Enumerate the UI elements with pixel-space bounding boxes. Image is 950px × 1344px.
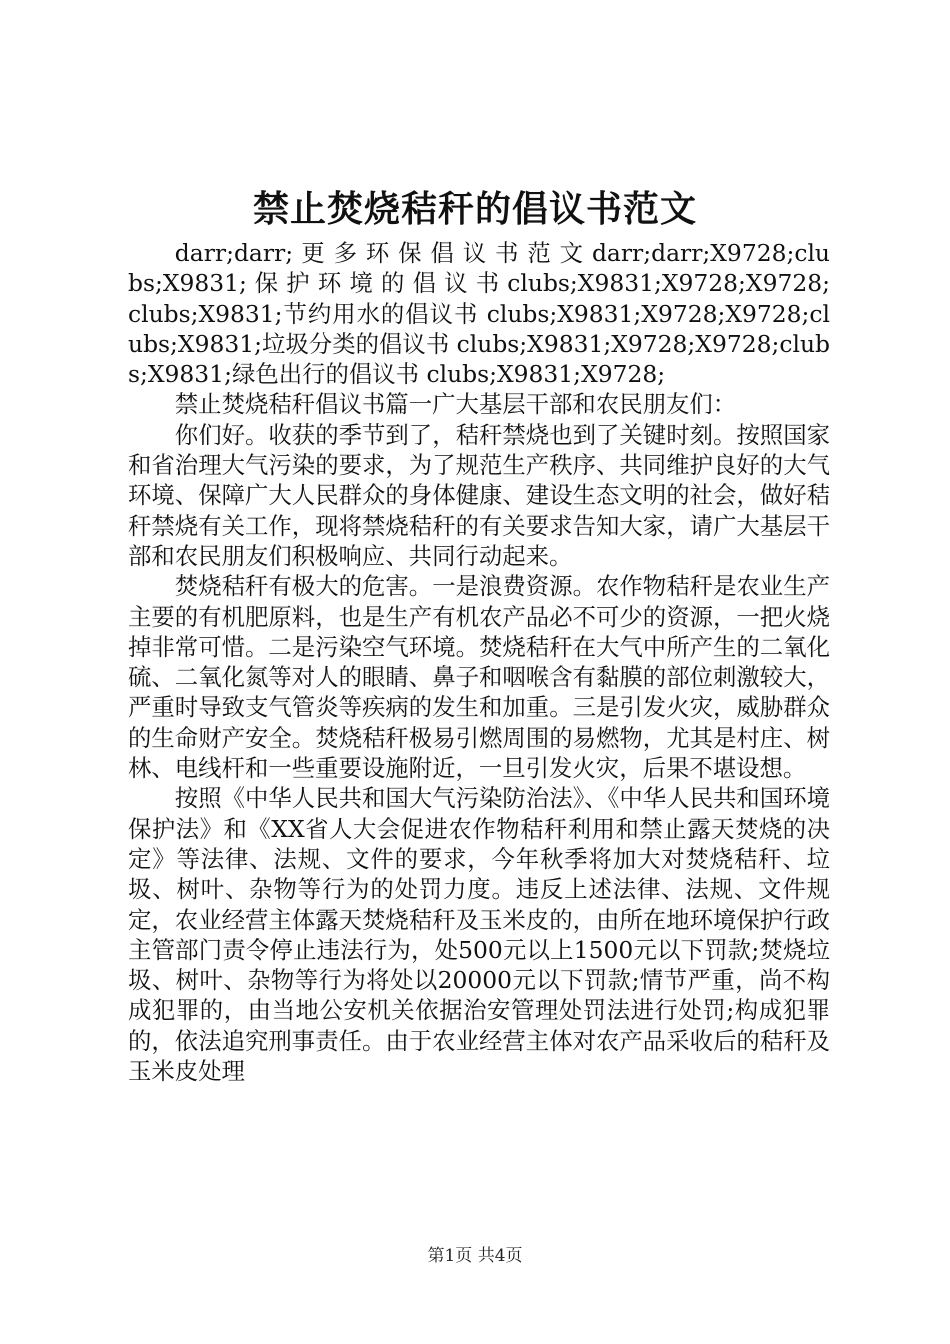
document-body [128, 238, 830, 1086]
letter-salutation: 禁止焚烧秸秆倡议书篇一广大基层干部和农民朋友们： [174, 390, 737, 419]
body-paragraph: 你们好。收获的季节到了，秸秆禁烧也到了关键时刻。按照国家和省治理大气污染的要求，为了规范生产秩序、共同维护良好的大气环境、保障广大人民群众的身体健康、建设生态文明的社会，做好秸秆禁烧有关工作，现将禁烧秸秆的有关要求告知大家，请广大基层干部和农民朋友们积极响应、共同行动起来。 [128, 420, 830, 570]
related-links-paragraph: darr;darr; 更 多 环 保 倡 议 书 范 文 darr;darr;X9728;clubs;X9831; 保 护 环 境 的 倡 议 书 clubs;X9831;X9728;X9728;clubs;X9831;节约用水的倡议书 clubs;X9831;X9728;X9728;clubs;X9831;垃圾分类的倡议书 clubs;X9831;X9728;X9728;clubs;X9831;绿色出行的倡议书 clubs;X9831;X9728; [128, 239, 830, 389]
body-paragraph: 按照《中华人民共和国大气污染防治法》、《中华人民共和国环境保护法》和《XX省人大会促进农作物秸秆利用和禁止露天焚烧的决定》等法律、法规、文件的要求，今年秋季将加大对焚烧秸秆、垃圾、树叶、杂物等行为的处罚力度。违反上述法律、法规、文件规定，农业经营主体露天焚烧秸秆及玉米皮的，由所在地环境保护行政主管部门责令停止违法行为，处500元以上1500元以下罚款;焚烧垃圾、树叶、杂物等行为将处以20000元以下罚款;情节严重，尚不构成犯罪的，由当地公安机关依据治安管理处罚法进行处罚;构成犯罪的，依法追究刑事责任。由于农业经营主体对农产品采收后的秸秆及玉米皮处理 [128, 784, 830, 1086]
body-paragraph: 焚烧秸秆有极大的危害。一是浪费资源。农作物秸秆是农业生产主要的有机肥原料，也是生产有机农产品必不可少的资源，一把火烧掉非常可惜。二是污染空气环境。焚烧秸秆在大气中所产生的二氧化硫、二氧化氮等对人的眼睛、鼻子和咽喉含有黏膜的部位刺激较大，严重时导致支气管炎等疾病的发生和加重。三是引发火灾，威胁群众的生命财产安全。焚烧秸秆极易引燃周围的易燃物，尤其是村庄、树林、电线杆和一些重要设施附近，一旦引发火灾，后果不堪设想。 [128, 572, 830, 783]
page-footer [0, 1245, 950, 1267]
document-title: 禁止焚烧秸秆的倡议书范文 [252, 188, 697, 230]
page-number: 第1页 共4页 [427, 1246, 523, 1266]
